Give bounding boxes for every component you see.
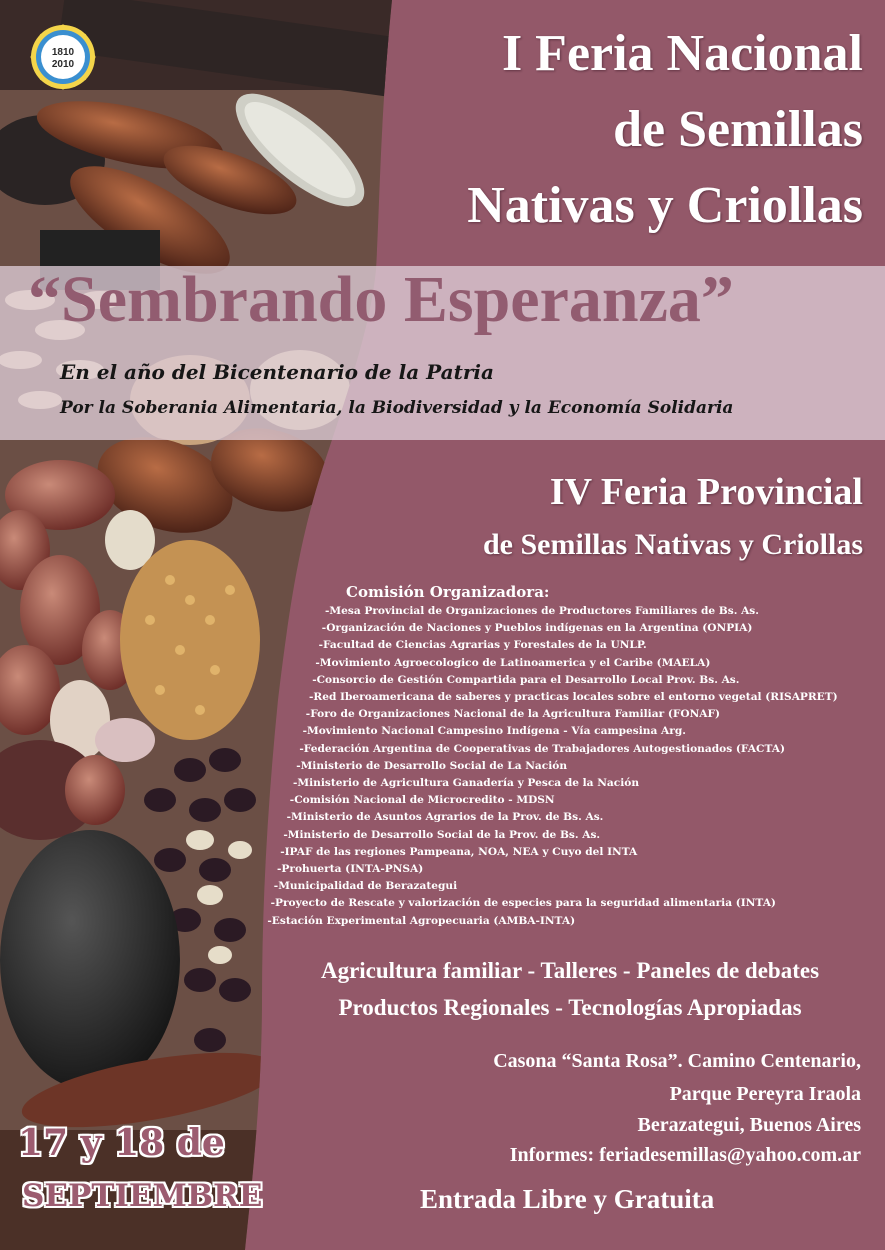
committee-item: -Prohuerta (INTA-PNSA): [277, 863, 424, 875]
committee-item: -Red Iberoamericana de saberes y practicas locales sobre el entorno vegetal (RISAPRET): [309, 691, 838, 703]
title-line-3: Nativas y Criollas: [467, 177, 863, 234]
committee-item: -Proyecto de Rescate y valorización de especies para la seguridad alimentaria (INTA): [270, 897, 776, 910]
contact-email[interactable]: Informes: feriadesemillas@yahoo.com.ar: [509, 1144, 861, 1166]
slogan-subtitle-2: Por la Soberania Alimentaria, la Biodiversidad y la Economía Solidaria: [60, 398, 734, 418]
committee-item: -IPAF de las regiones Pampeana, NOA, NEA y Cuyo del INTA: [280, 845, 638, 858]
committee-item: -Municipalidad de Berazategui: [273, 880, 458, 893]
provincial-title-2: de Semillas Nativas y Criollas: [483, 528, 863, 561]
committee-item: -Comisión Nacional de Microcredito - MDSN: [289, 794, 555, 807]
location-line-2: Parque Pereyra Iraola: [669, 1083, 861, 1105]
activities-line-1: Agricultura familiar - Talleres - Paneles de debates: [320, 958, 820, 983]
svg-text:2010: 2010: [51, 59, 75, 70]
committee-item: -Movimiento Nacional Campesino Indígena - Vía campesina Arg.: [302, 725, 686, 738]
committee-item: -Ministerio de Desarrollo Social de La Nación: [296, 759, 568, 772]
slogan-subtitle-1: En el año del Bicentenario de la Patria: [60, 360, 494, 384]
title-line-2: de Semillas: [613, 101, 863, 158]
bicentenary-seal: [30, 24, 96, 90]
committee-heading: Comisión Organizadora:: [346, 583, 550, 601]
event-date-month: SEPTIEMBRE: [22, 1178, 263, 1214]
event-date-days: 17 y 18 de: [18, 1122, 225, 1164]
committee-item: -Ministerio de Asuntos Agrarios de la Prov. de Bs. As.: [286, 811, 604, 824]
committee-item: -Consorcio de Gestión Compartida para el Desarrollo Local Prov. Bs. As.: [312, 673, 740, 686]
committee-list: [0, 605, 885, 940]
slogan-title: “Sembrando Esperanza”: [28, 263, 734, 336]
svg-text:1810: 1810: [51, 47, 75, 58]
committee-item: -Mesa Provincial de Organizaciones de Productores Familiares de Bs. As.: [325, 605, 759, 617]
committee-item: -Ministerio de Agricultura Ganadería y Pesca de la Nación: [293, 777, 640, 789]
entry-info: Entrada Libre y Gratuita: [420, 1184, 715, 1214]
title-line-1: I Feria Nacional: [501, 25, 863, 82]
location-line-3: Berazategui, Buenos Aires: [637, 1114, 861, 1136]
committee-item: -Estación Experimental Agropecuaria (AMBA-INTA): [267, 914, 576, 927]
committee-item: -Federación Argentina de Cooperativas de Trabajadores Autogestionados (FACTA): [299, 742, 785, 755]
committee-item: -Foro de Organizaciones Nacional de la Agricultura Familiar (FONAF): [305, 708, 721, 721]
committee-item: -Organización de Naciones y Pueblos indígenas en la Argentina (ONPIA): [321, 622, 753, 635]
committee-item: -Facultad de Ciencias Agrarias y Forestales de la UNLP.: [318, 639, 647, 652]
location-line-1: Casona “Santa Rosa”. Camino Centenario,: [493, 1050, 861, 1072]
committee-item: -Movimiento Agroecologico de Latinoamerica y el Caribe (MAELA): [315, 656, 711, 669]
provincial-title-1: IV Feria Provincial: [549, 471, 863, 513]
activities-line-2: Productos Regionales - Tecnologías Apropiadas: [338, 995, 802, 1020]
committee-item: -Ministerio de Desarrollo Social de la Prov. de Bs. As.: [283, 828, 601, 841]
